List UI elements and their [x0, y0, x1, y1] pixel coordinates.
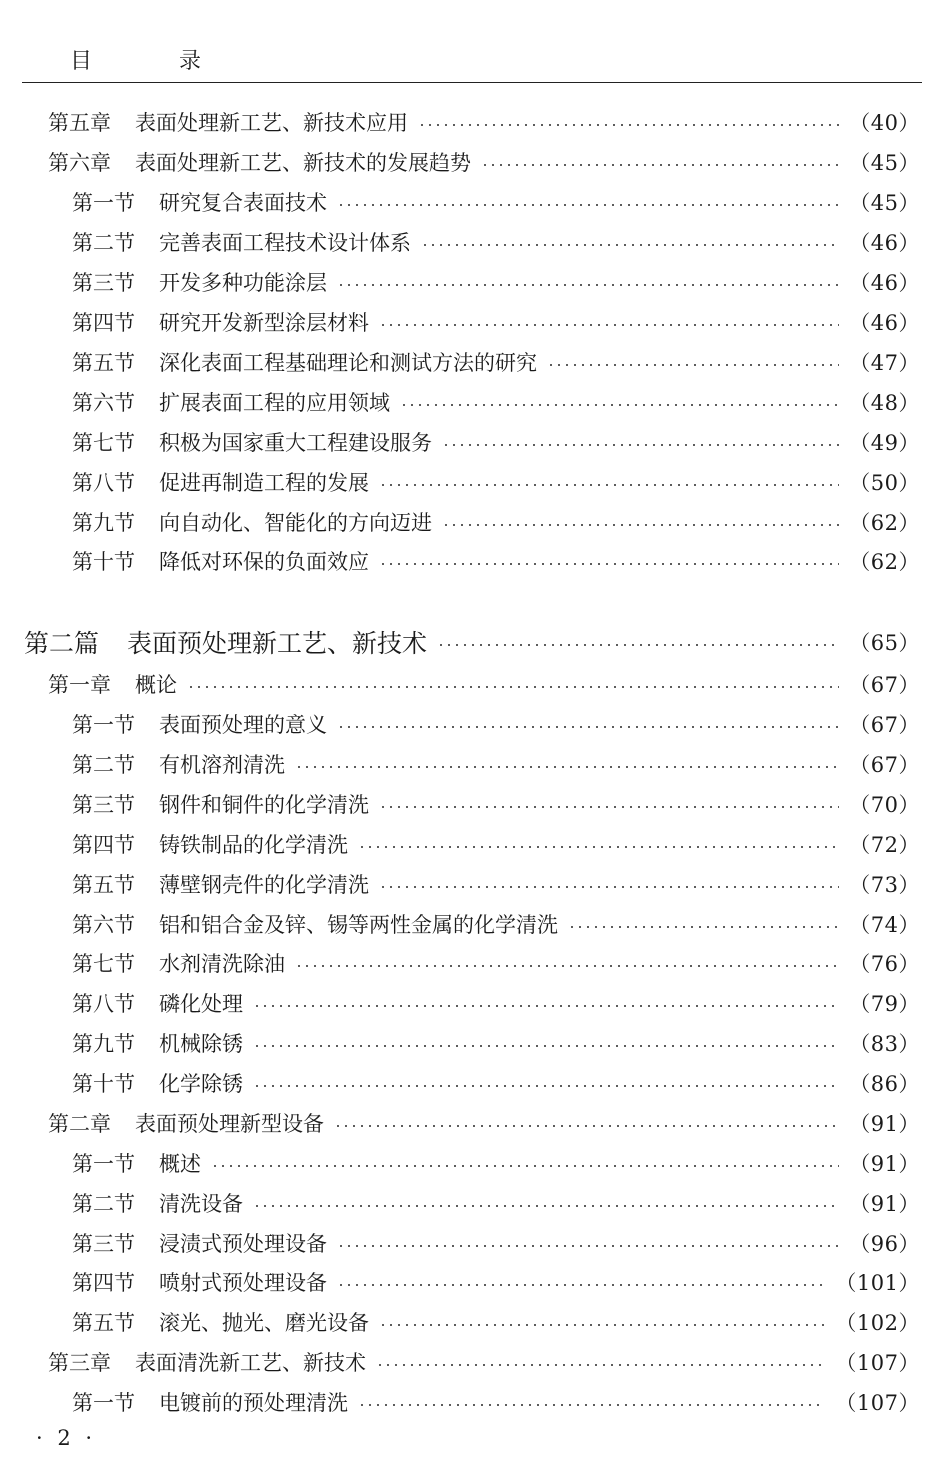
toc-entry-chapter[interactable] [0, 1346, 920, 1378]
toc-leader-dots [358, 846, 839, 848]
toc-leader-dots [568, 926, 839, 928]
toc-page-number: （40） [849, 111, 920, 135]
toc-entry-section[interactable] [0, 466, 920, 498]
toc-leader-dots [334, 1125, 839, 1127]
toc-label: 第七节 [72, 952, 135, 976]
toc-title: 研究复合表面技术 [159, 191, 327, 215]
toc-title: 有机溶剂清洗 [159, 753, 285, 777]
toc-title: 完善表面工程技术设计体系 [159, 231, 411, 255]
toc-page-number: （74） [849, 913, 920, 937]
toc-title: 概述 [159, 1152, 201, 1176]
toc-page-number: （46） [849, 311, 920, 335]
toc-entry-section[interactable] [0, 908, 920, 940]
toc-label: 第四节 [72, 833, 135, 857]
toc-leader-dots [337, 726, 839, 728]
toc-label: 第二章 [48, 1112, 111, 1136]
toc-leader-dots [211, 1165, 839, 1167]
toc-entry-section[interactable] [0, 346, 920, 378]
toc-label: 第六章 [48, 151, 111, 175]
toc-title: 铸铁制品的化学清洗 [159, 833, 348, 857]
header-title: 目 录 [70, 49, 241, 74]
toc-page-number: （86） [849, 1072, 920, 1096]
toc-entry-chapter[interactable] [0, 668, 920, 700]
toc-page-number: （46） [849, 231, 920, 255]
toc-entry-chapter[interactable] [0, 1107, 920, 1139]
toc-title: 铝和铝合金及锌、锡等两性金属的化学清洗 [159, 913, 558, 937]
toc-title: 喷射式预处理设备 [159, 1271, 327, 1295]
toc-page-number: （67） [849, 673, 920, 697]
toc-entry-section[interactable] [0, 386, 920, 418]
toc-label: 第六节 [72, 913, 135, 937]
toc-title: 开发多种功能涂层 [159, 271, 327, 295]
toc-entry-section[interactable] [0, 1147, 920, 1179]
toc-label: 第二节 [72, 1192, 135, 1216]
toc-entry-section[interactable] [0, 1386, 920, 1418]
toc-title: 机械除锈 [159, 1032, 243, 1056]
toc-leader-dots [295, 766, 839, 768]
toc-page-number: （73） [849, 873, 920, 897]
toc-label: 第十节 [72, 550, 135, 574]
toc-leader-dots [442, 444, 839, 446]
toc-leader-dots [418, 124, 839, 126]
toc-label: 第三节 [72, 1232, 135, 1256]
toc-entry-section[interactable] [0, 788, 920, 820]
toc-label: 第二节 [72, 231, 135, 255]
toc-entry-section[interactable] [0, 545, 920, 577]
toc-leader-dots [253, 1205, 839, 1207]
toc-leader-dots [379, 1324, 825, 1326]
toc-leader-dots [337, 1284, 825, 1286]
toc-page-number: （96） [849, 1232, 920, 1256]
toc-page-number: （50） [849, 471, 920, 495]
toc-label: 第一节 [72, 713, 135, 737]
toc-page-number: （91） [849, 1152, 920, 1176]
toc-leader-dots [337, 204, 839, 206]
toc-label: 第二篇 [24, 629, 100, 658]
toc-title: 薄壁钢壳件的化学清洗 [159, 873, 369, 897]
toc-title: 积极为国家重大工程建设服务 [159, 431, 432, 455]
toc-entry-chapter[interactable] [0, 146, 920, 178]
toc-entry-section[interactable] [0, 1187, 920, 1219]
toc-entry-section[interactable] [0, 1266, 920, 1298]
toc-title: 清洗设备 [159, 1192, 243, 1216]
toc-page-number: （46） [849, 271, 920, 295]
toc-page-number: （49） [849, 431, 920, 455]
toc-page-number: （79） [849, 992, 920, 1016]
toc-leader-dots [376, 1364, 825, 1366]
toc-entry-section[interactable] [0, 1306, 920, 1338]
toc-leader-dots [379, 806, 839, 808]
toc-title: 表面预处理新工艺、新技术 [127, 629, 428, 658]
toc-label: 第五节 [72, 873, 135, 897]
toc-title: 研究开发新型涂层材料 [159, 311, 369, 335]
toc-entry-section[interactable] [0, 426, 920, 458]
toc-leader-dots [547, 364, 839, 366]
toc-label: 第十节 [72, 1072, 135, 1096]
toc-page-number: （91） [849, 1192, 920, 1216]
toc-label: 第七节 [72, 431, 135, 455]
toc-entry-section[interactable] [0, 1027, 920, 1059]
toc-page-number: （70） [849, 793, 920, 817]
toc-label: 第五章 [48, 111, 111, 135]
toc-entry-section[interactable] [0, 748, 920, 780]
toc-leader-dots [442, 524, 839, 526]
toc-page-number: （45） [849, 191, 920, 215]
toc-page-number: （48） [849, 391, 920, 415]
toc-page-number: （62） [849, 550, 920, 574]
toc-leader-dots [379, 324, 839, 326]
toc-leader-dots [337, 284, 839, 286]
toc-leader-dots [400, 404, 839, 406]
toc-label: 第一节 [72, 191, 135, 215]
toc-title: 滚光、抛光、磨光设备 [159, 1311, 369, 1335]
toc-page-number: （83） [849, 1032, 920, 1056]
toc-leader-dots [187, 686, 839, 688]
toc-title: 浸渍式预处理设备 [159, 1232, 327, 1256]
toc-entry-section[interactable] [0, 1067, 920, 1099]
toc-title: 表面预处理新型设备 [135, 1112, 324, 1136]
toc-page-number: （72） [849, 833, 920, 857]
toc-label: 第三节 [72, 271, 135, 295]
toc-title: 电镀前的预处理清洗 [159, 1391, 348, 1415]
toc-page-number: （65） [849, 631, 920, 655]
toc-entry-section[interactable] [0, 828, 920, 860]
toc-label: 第五节 [72, 1311, 135, 1335]
toc-label: 第九节 [72, 1032, 135, 1056]
toc-title: 表面处理新工艺、新技术应用 [135, 111, 408, 135]
toc-title: 表面处理新工艺、新技术的发展趋势 [135, 151, 471, 175]
toc-page-number: （45） [849, 151, 920, 175]
toc-leader-dots [379, 563, 839, 565]
toc-label: 第四节 [72, 311, 135, 335]
toc-title: 扩展表面工程的应用领域 [159, 391, 390, 415]
toc-page-number: （107） [835, 1391, 920, 1415]
toc-entry-section[interactable] [0, 306, 920, 338]
toc-entry-part[interactable] [0, 624, 920, 660]
toc-label: 第五节 [72, 351, 135, 375]
toc-title: 向自动化、智能化的方向迈进 [159, 511, 432, 535]
toc-label: 第一章 [48, 673, 111, 697]
toc-page-number: （107） [835, 1351, 920, 1375]
toc-label: 第六节 [72, 391, 135, 415]
toc-leader-dots [358, 1404, 825, 1406]
toc-page-number: （62） [849, 511, 920, 535]
toc-leader-dots [421, 244, 839, 246]
toc-leader-dots [379, 886, 839, 888]
toc-entry-section[interactable] [0, 1227, 920, 1259]
toc-title: 磷化处理 [159, 992, 243, 1016]
toc-label: 第一节 [72, 1152, 135, 1176]
toc-leader-dots [337, 1245, 839, 1247]
toc-title: 深化表面工程基础理论和测试方法的研究 [159, 351, 537, 375]
toc-label: 第八节 [72, 471, 135, 495]
toc-page-number: （102） [835, 1311, 920, 1335]
toc-entry-section[interactable] [0, 226, 920, 258]
toc-entry-section[interactable] [0, 708, 920, 740]
toc-entry-section[interactable] [0, 947, 920, 979]
toc-page-number: （67） [849, 713, 920, 737]
toc-label: 第四节 [72, 1271, 135, 1295]
toc-title: 表面预处理的意义 [159, 713, 327, 737]
page-number-footer: · 2 · [36, 1426, 97, 1450]
page-header [22, 0, 922, 83]
toc-title: 表面清洗新工艺、新技术 [135, 1351, 366, 1375]
toc-entry-section[interactable] [0, 987, 920, 1019]
toc-title: 水剂清洗除油 [159, 952, 285, 976]
toc-label: 第三节 [72, 793, 135, 817]
toc-leader-dots [295, 965, 839, 967]
toc-leader-dots [437, 644, 839, 646]
toc-entry-section[interactable] [0, 868, 920, 900]
toc-page-number: （76） [849, 952, 920, 976]
toc-page-number: （47） [849, 351, 920, 375]
toc-title: 促进再制造工程的发展 [159, 471, 369, 495]
toc-label: 第一节 [72, 1391, 135, 1415]
toc-entry-section[interactable] [0, 506, 920, 538]
toc-label: 第八节 [72, 992, 135, 1016]
toc-title: 降低对环保的负面效应 [159, 550, 369, 574]
toc-title: 概论 [135, 673, 177, 697]
toc-label: 第三章 [48, 1351, 111, 1375]
toc-label: 第二节 [72, 753, 135, 777]
toc-entry-chapter[interactable] [0, 106, 920, 138]
toc-page-number: （91） [849, 1112, 920, 1136]
toc-label: 第九节 [72, 511, 135, 535]
toc-entry-section[interactable] [0, 186, 920, 218]
toc-leader-dots [253, 1005, 839, 1007]
toc-leader-dots [253, 1045, 839, 1047]
toc-leader-dots [481, 164, 839, 166]
toc-page-number: （101） [835, 1271, 920, 1295]
toc-title: 钢件和铜件的化学清洗 [159, 793, 369, 817]
toc-title: 化学除锈 [159, 1072, 243, 1096]
toc-leader-dots [379, 484, 839, 486]
toc-entry-section[interactable] [0, 266, 920, 298]
toc-leader-dots [253, 1085, 839, 1087]
toc-page-number: （67） [849, 753, 920, 777]
